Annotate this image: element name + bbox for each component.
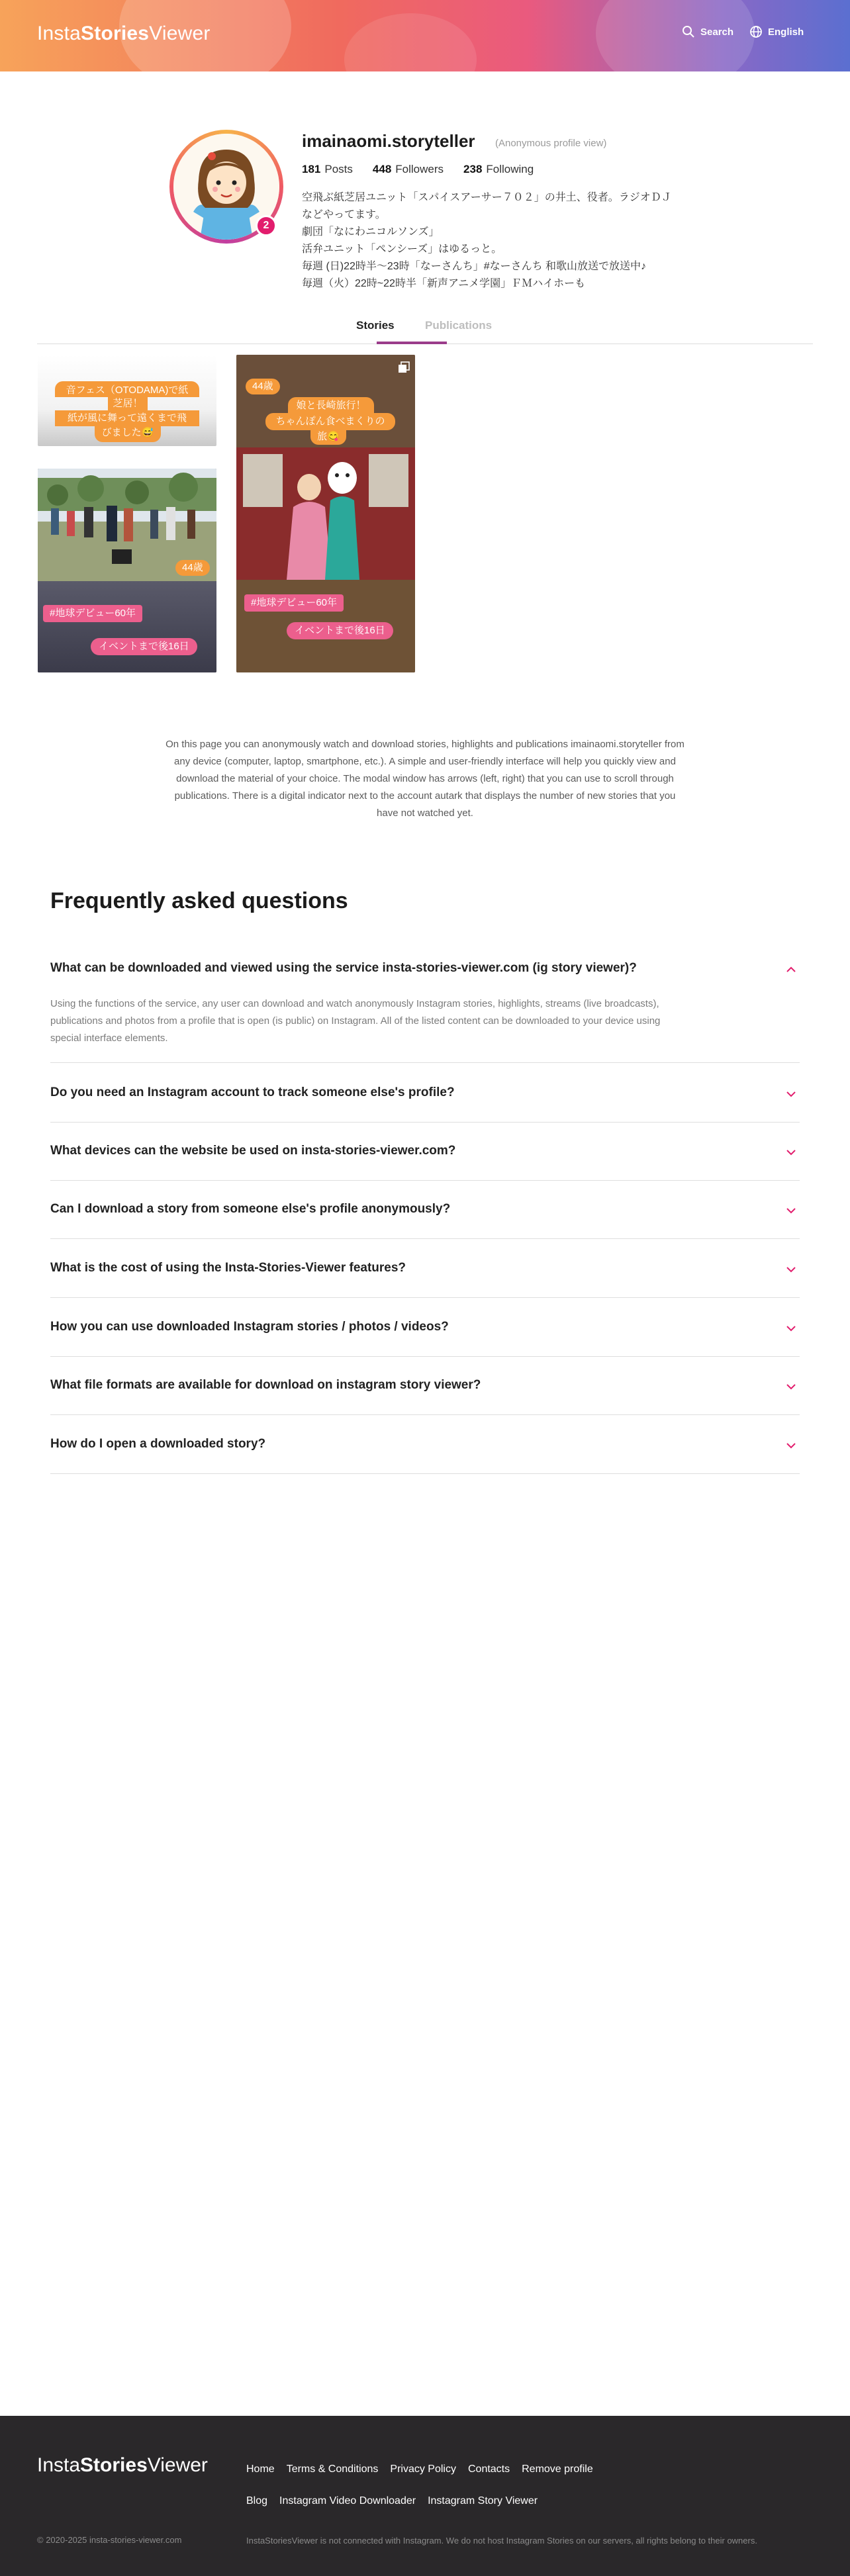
posts-count: 181: [302, 163, 321, 175]
chevron-down-icon[interactable]: [785, 1381, 797, 1393]
story-hashtag: #地球デビュー60年: [43, 605, 142, 622]
language-label: English: [768, 26, 804, 38]
bio-line: 劇団「なにわニコルソンズ」: [302, 226, 440, 238]
story-card[interactable]: [236, 355, 415, 672]
profile-bio: [302, 189, 673, 293]
search-button[interactable]: [682, 25, 733, 38]
faq-question: How do I open a downloaded story?: [50, 1437, 266, 1451]
posts-stat: [302, 163, 353, 176]
content-tabs: [37, 314, 813, 344]
story-hashtag: #地球デビュー60年: [244, 594, 344, 612]
faq-item[interactable]: [50, 1378, 800, 1415]
bio-line: 空飛ぶ紙芝居ユニット「スパイスアーサー７０２」の井土、役者。ラジオＤＪなどやってます。: [302, 192, 672, 220]
footer-link-remove-profile[interactable]: Remove profile: [522, 2463, 593, 2475]
faq-item[interactable]: [50, 1261, 800, 1298]
active-tab-indicator: [377, 342, 447, 344]
footer-logo-viewer: Viewer: [147, 2454, 208, 2476]
followers-stat: [373, 163, 444, 176]
story-caption-line: びました😅: [95, 425, 161, 442]
story-card[interactable]: [38, 355, 216, 446]
new-stories-count-badge: 2: [256, 215, 277, 236]
story-caption-line: 旅😋: [310, 429, 346, 445]
footer-link-home[interactable]: Home: [246, 2463, 275, 2475]
faq-question: How you can use downloaded Instagram stories / photos / videos?: [50, 1320, 449, 1334]
language-button[interactable]: [749, 25, 804, 38]
faq-title: Frequently asked questions: [50, 888, 348, 913]
faq-question: What can be downloaded and viewed using the service insta-stories-viewer.com (ig story viewer)?: [50, 961, 637, 975]
tab-publications[interactable]: Publications: [425, 319, 493, 332]
story-card[interactable]: [38, 469, 216, 672]
faq-question: Can I download a story from someone else's profile anonymously?: [50, 1202, 451, 1216]
profile-stats: [302, 163, 534, 176]
site-header: [0, 0, 850, 71]
logo-viewer: Viewer: [149, 23, 211, 44]
story-dark-area: [38, 581, 216, 672]
following-label: Following: [486, 163, 534, 175]
anonymous-view-label: (Anonymous profile view): [495, 138, 607, 149]
story-caption-line: 娘と長崎旅行！: [288, 397, 374, 414]
story-caption-line: 音フェス（OTODAMA)で紙: [55, 381, 199, 397]
story-caption-line: ちゃんぽん食べまくりの: [265, 413, 395, 430]
footer-logo-insta: Insta: [37, 2454, 81, 2476]
logo-stories: Stories: [81, 23, 150, 44]
footer-disclaimer: InstaStoriesViewer is not connected with Instagram. We do not host Instagram Stories on our servers, all rights belong to their owners.: [246, 2536, 757, 2546]
tab-stories[interactable]: Stories: [356, 319, 395, 332]
faq-question: Do you need an Instagram account to track someone else's profile?: [50, 1085, 455, 1099]
bio-line: 毎週 (日)22時半〜23時「なーさんち」#なーさんち 和歌山放送で放送中♪: [302, 261, 647, 272]
faq-item[interactable]: [50, 1320, 800, 1357]
followers-count: 448: [372, 163, 392, 175]
story-countdown: イベントまで後16日: [287, 622, 393, 639]
followers-label: Followers: [395, 163, 444, 175]
site-logo[interactable]: [37, 23, 211, 45]
age-badge: 44歳: [175, 560, 210, 576]
following-stat: [463, 163, 534, 176]
search-label: Search: [700, 26, 734, 38]
posts-label: Posts: [324, 163, 353, 175]
chevron-down-icon[interactable]: [785, 1264, 797, 1275]
footer-logo[interactable]: [37, 2454, 208, 2477]
faq-answer: Using the functions of the service, any user can download and watch anonymously Instagram stories, highlights, streams (live broadcasts), publications and photos from a profile that is open (is public) on Instagram. All of the listed content can be downloaded to your device using special interface elements.: [50, 998, 661, 1044]
chevron-down-icon[interactable]: [785, 1440, 797, 1451]
page-description: On this page you can anonymously watch and download stories, highlights and publications imainaomi.storyteller from any device (computer, laptop, smartphone, etc.). A simple and user-friendly interface will help you quickly view and download the material of your choice. The modal window has arrows (left, right) that you can use to scroll through publications. There is a digital indicator next to the account autark that displays the number of new stories that you have not watched yet.: [165, 739, 685, 819]
faq-question: What devices can the website be used on insta-stories-viewer.com?: [50, 1144, 456, 1158]
age-badge: 44歳: [246, 379, 280, 394]
faq-question: What file formats are available for download on instagram story viewer?: [50, 1378, 481, 1392]
chevron-down-icon[interactable]: [785, 1088, 797, 1100]
site-footer: [0, 2416, 850, 2576]
faq-item[interactable]: [50, 1202, 800, 1239]
faq-item[interactable]: [50, 1085, 800, 1123]
footer-link-blog[interactable]: Blog: [246, 2495, 268, 2507]
faq-item[interactable]: [50, 1437, 800, 1474]
chevron-down-icon[interactable]: [785, 1205, 797, 1217]
chevron-down-icon[interactable]: [785, 1146, 797, 1158]
footer-link-terms[interactable]: Terms & Conditions: [286, 2463, 379, 2475]
footer-link-video-downloader[interactable]: Instagram Video Downloader: [279, 2495, 416, 2507]
bio-line: 活弁ユニット「ペンシーズ」はゆるっと。: [302, 244, 502, 255]
faq-item[interactable]: [50, 961, 800, 1063]
story-caption-line: 芝居！: [108, 396, 148, 412]
story-caption-line: 紙が風に舞って遠くまで飛: [55, 410, 199, 426]
chevron-up-icon[interactable]: [785, 964, 797, 976]
chevron-down-icon[interactable]: [785, 1322, 797, 1334]
faq-item[interactable]: [50, 1144, 800, 1181]
footer-copyright: © 2020-2025 insta-stories-viewer.com: [37, 2535, 182, 2545]
footer-link-contacts[interactable]: Contacts: [467, 2463, 510, 2475]
footer-link-privacy[interactable]: Privacy Policy: [390, 2463, 456, 2475]
logo-insta: Insta: [37, 23, 81, 44]
search-icon: [682, 25, 695, 38]
globe-icon: [749, 25, 763, 38]
footer-links-row: [246, 2463, 605, 2475]
multiple-images-icon: [398, 361, 410, 373]
footer-logo-stories: Stories: [80, 2454, 148, 2476]
following-count: 238: [463, 163, 483, 175]
footer-links-row: [246, 2495, 549, 2507]
footer-link-story-viewer[interactable]: Instagram Story Viewer: [428, 2495, 538, 2507]
faq-question: What is the cost of using the Insta-Stories-Viewer features?: [50, 1261, 406, 1275]
profile-username: imainaomi.storyteller: [302, 131, 475, 151]
bio-line: 毎週（火）22時~22時半「新声アニメ学園」ＦＭハイホーも: [302, 278, 586, 289]
story-countdown: イベントまで後16日: [91, 638, 197, 655]
